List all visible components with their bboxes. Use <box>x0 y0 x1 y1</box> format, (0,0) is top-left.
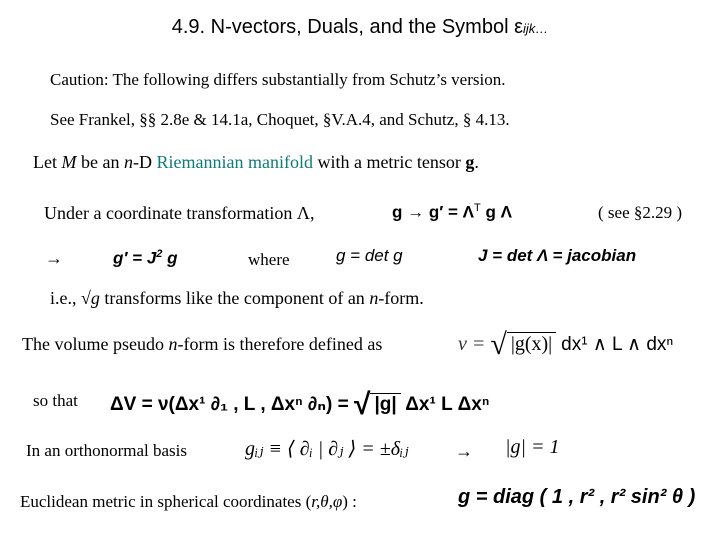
transpose-superscript: T <box>474 202 481 214</box>
ie-text: transforms like the component of an <box>99 288 370 308</box>
volume-lhs: ν = <box>458 333 486 355</box>
arrow-symbol: → <box>45 248 63 268</box>
transform-equation <box>392 202 512 223</box>
manifold-text: with a metric tensor <box>312 152 466 172</box>
arrow-symbol: → <box>455 441 473 461</box>
determinant-equation: g = det g <box>336 246 403 265</box>
volume-text: -form is therefore defined as <box>177 334 383 354</box>
transform-label: Under a coordinate transformation Λ, <box>44 203 315 223</box>
title-main: 4.9. N-vectors, Duals, and the Symbol ε <box>171 16 523 38</box>
metric-symbol: g <box>465 152 475 172</box>
sothat-vectors: Δx¹ ∂₁ , L , Δxⁿ ∂ₙ <box>174 394 326 415</box>
page-title <box>0 16 720 39</box>
section-reference: ( see §2.29 ) <box>598 203 683 222</box>
jacobian-equation: J = det Λ = jacobian <box>478 246 637 265</box>
caution-line: Caution: The following differs substantially from Schutz’s version. <box>50 70 506 89</box>
g-symbol: g <box>90 288 100 308</box>
sqrt-body: |g(x)| <box>507 332 556 356</box>
manifold-sentence <box>33 152 479 173</box>
square-superscript: 2 <box>156 248 163 260</box>
eq1-tail: g <box>162 248 178 268</box>
eq1-text: g′ = J <box>113 248 157 268</box>
ie-text: i.e., √ <box>50 288 91 308</box>
sqrt-sign: √ <box>353 388 371 421</box>
euclid-text: ) : <box>342 492 357 511</box>
so-that-label: so that <box>33 391 78 410</box>
ie-sentence <box>50 288 424 309</box>
where-label: where <box>248 250 290 269</box>
sqrt-body: |g| <box>370 393 400 416</box>
jacobian-scaling-equation <box>113 248 178 269</box>
sothat-rhs: ) = <box>325 394 349 415</box>
manifold-symbol: M <box>61 152 77 172</box>
riemannian-manifold-link[interactable]: Riemannian manifold <box>156 152 313 172</box>
manifold-text: . <box>474 152 479 172</box>
references-line: See Frankel, §§ 2.8e & 14.1a, Choquet, §V.A.4, and Schutz, § 4.13. <box>50 110 510 129</box>
spherical-coordinates: r,θ,φ <box>311 492 343 511</box>
euclidean-sentence <box>20 492 357 512</box>
n-symbol: n <box>168 334 178 354</box>
title-subscript: ijk… <box>523 21 549 36</box>
volume-sentence <box>22 334 382 355</box>
manifold-text: Let <box>33 152 62 172</box>
sqrt-sign: √ <box>490 328 507 361</box>
sothat-tail: Δx¹ L Δxⁿ <box>405 394 490 415</box>
volume-form-equation <box>458 324 674 361</box>
transform-eq-tail: g Λ <box>480 202 512 222</box>
orthonormal-label: In an orthonormal basis <box>26 441 187 460</box>
transform-eq-text: g → g′ = Λ <box>392 202 475 222</box>
orthonormal-equation: gᵢⱼ ≡ ⟨ ∂ᵢ | ∂ⱼ ⟩ = ±δᵢⱼ <box>245 438 409 460</box>
manifold-text: be an <box>76 152 124 172</box>
manifold-text: -D <box>132 152 157 172</box>
volume-tail: dx¹ ∧ L ∧ dxⁿ <box>561 334 674 355</box>
unit-determinant: |g| = 1 <box>505 436 560 458</box>
volume-text: The volume pseudo <box>22 334 169 354</box>
n-symbol: n <box>369 288 379 308</box>
sothat-lhs: ΔV = ν( <box>110 394 175 415</box>
ie-text: -form. <box>378 288 424 308</box>
spherical-metric-equation: g = diag ( 1 , r² , r² sin² θ ) <box>458 486 696 508</box>
euclid-text: Euclidean metric in spherical coordinates ( <box>20 492 312 511</box>
dimension-symbol: n <box>123 152 133 172</box>
volume-element-equation <box>110 384 490 421</box>
